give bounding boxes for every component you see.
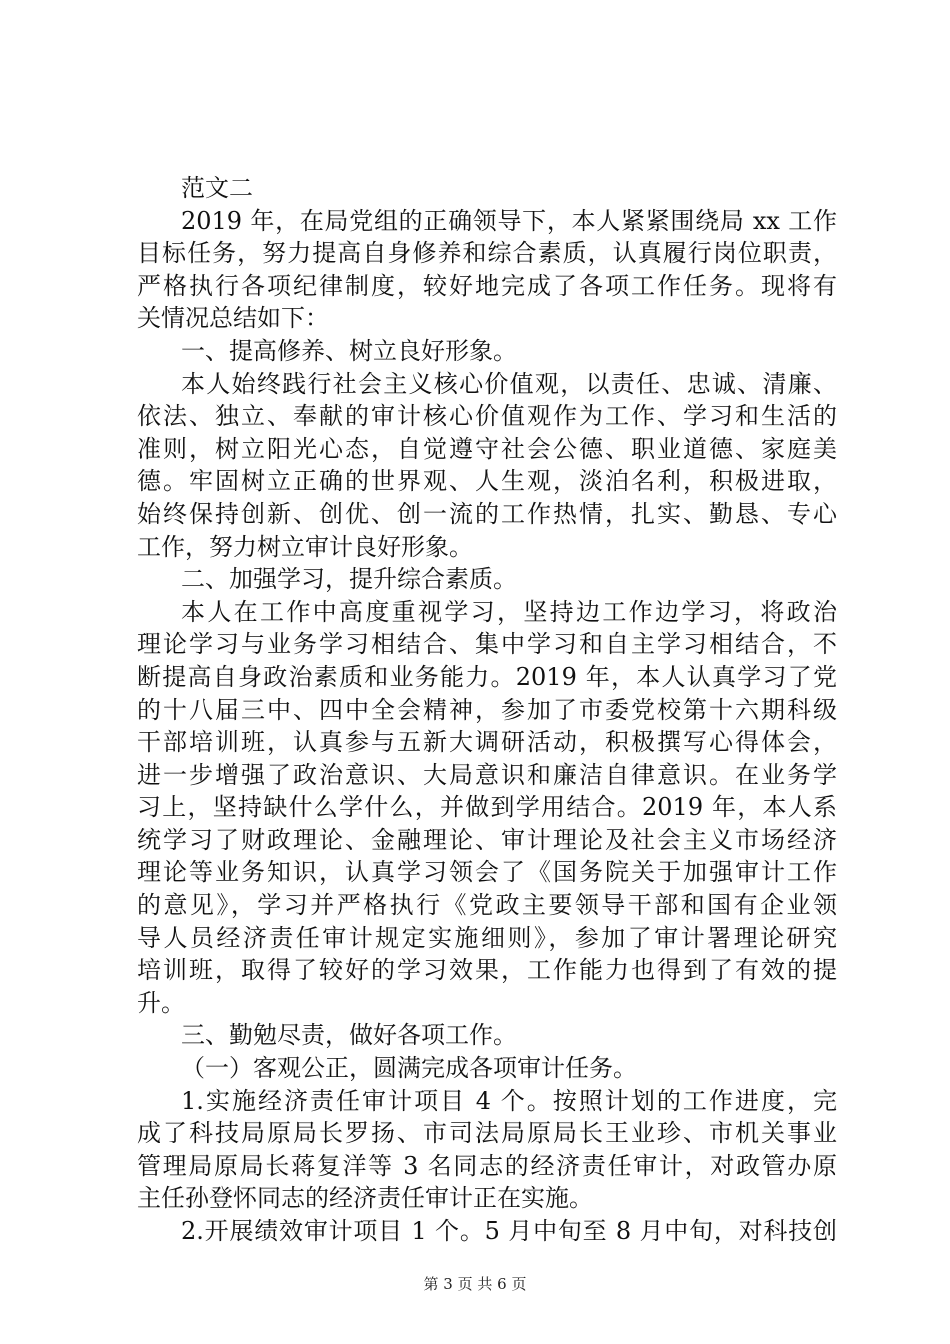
paragraph-line: 统学习了财政理论、金融理论、审计理论及社会主义市场经济 <box>137 825 837 854</box>
paragraph-line: 理论学习与业务学习相结合、集中学习和自主学习相结合，不 <box>137 630 837 659</box>
paragraph-line: 始终保持创新、创优、创一流的工作热情，扎实、勤恳、专心 <box>137 499 837 528</box>
heading-line: 二、加强学习，提升综合素质。 <box>181 565 517 594</box>
paragraph-line: 严格执行各项纪律制度，较好地完成了各项工作任务。现将有 <box>137 271 837 300</box>
paragraph-line: 准则，树立阳光心态，自觉遵守社会公德、职业道德、家庭美 <box>137 434 837 463</box>
subheading-line: （一）客观公正，圆满完成各项审计任务。 <box>181 1054 637 1083</box>
paragraph-line: 依法、独立、奉献的审计核心价值观作为工作、学习和生活的 <box>137 402 837 431</box>
paragraph-line: 1.实施经济责任审计项目 4 个。按照计划的工作进度，完 <box>181 1086 837 1115</box>
paragraph-line: 目标任务，努力提高自身修养和综合素质，认真履行岗位职责， <box>137 239 837 268</box>
paragraph-line: 工作，努力树立审计良好形象。 <box>137 532 473 561</box>
paragraph-line: 进一步增强了政治意识、大局意识和廉洁自律意识。在业务学 <box>137 760 837 789</box>
document-body <box>137 172 837 1248</box>
paragraph-line: 主任孙登怀同志的经济责任审计正在实施。 <box>137 1184 593 1213</box>
paragraph-line: 的十八届三中、四中全会精神，参加了市委党校第十六期科级 <box>137 695 837 724</box>
paragraph-line: 断提高自身政治素质和业务能力。2019 年，本人认真学习了党 <box>137 662 837 691</box>
paragraph-line: 理论等业务知识，认真学习领会了《国务院关于加强审计工作 <box>137 858 837 887</box>
paragraph-line: 培训班，取得了较好的学习效果，工作能力也得到了有效的提 <box>137 956 837 985</box>
paragraph-line: 的意见》，学习并严格执行《党政主要领导干部和国有企业领 <box>137 891 837 920</box>
paragraph-line: 习上，坚持缺什么学什么，并做到学用结合。2019 年，本人系 <box>137 793 837 822</box>
paragraph-line: 本人始终践行社会主义核心价值观，以责任、忠诚、清廉、 <box>181 369 837 398</box>
paragraph-line: 本人在工作中高度重视学习，坚持边工作边学习，将政治 <box>181 597 837 626</box>
paragraph-line: 导人员经济责任审计规定实施细则》，参加了审计署理论研究 <box>137 923 837 952</box>
paragraph-line: 干部培训班，认真参与五新大调研活动，积极撰写心得体会， <box>137 728 837 757</box>
paragraph-line: 2.开展绩效审计项目 1 个。5 月中旬至 8 月中旬，对科技创 <box>181 1217 837 1245</box>
heading-line: 一、提高修养、树立良好形象。 <box>181 336 517 365</box>
paragraph-line: 管理局原局长蒋复洋等 3 名同志的经济责任审计，对政管办原 <box>137 1151 837 1180</box>
page-number-footer: 第 3 页 共 6 页 <box>423 1275 527 1293</box>
heading-line: 三、勤勉尽责，做好各项工作。 <box>181 1021 517 1050</box>
paragraph-line: 成了科技局原局长罗扬、市司法局原局长王业珍、市机关事业 <box>137 1119 837 1148</box>
paragraph-line: 2019 年，在局党组的正确领导下，本人紧紧围绕局 xx 工作 <box>181 206 837 235</box>
paragraph-line: 德。牢固树立正确的世界观、人生观，淡泊名利，积极进取， <box>137 467 837 496</box>
paragraph-line: 升。 <box>137 988 185 1017</box>
paragraph-line: 关情况总结如下： <box>137 304 329 333</box>
section-title: 范文二 <box>181 174 253 202</box>
